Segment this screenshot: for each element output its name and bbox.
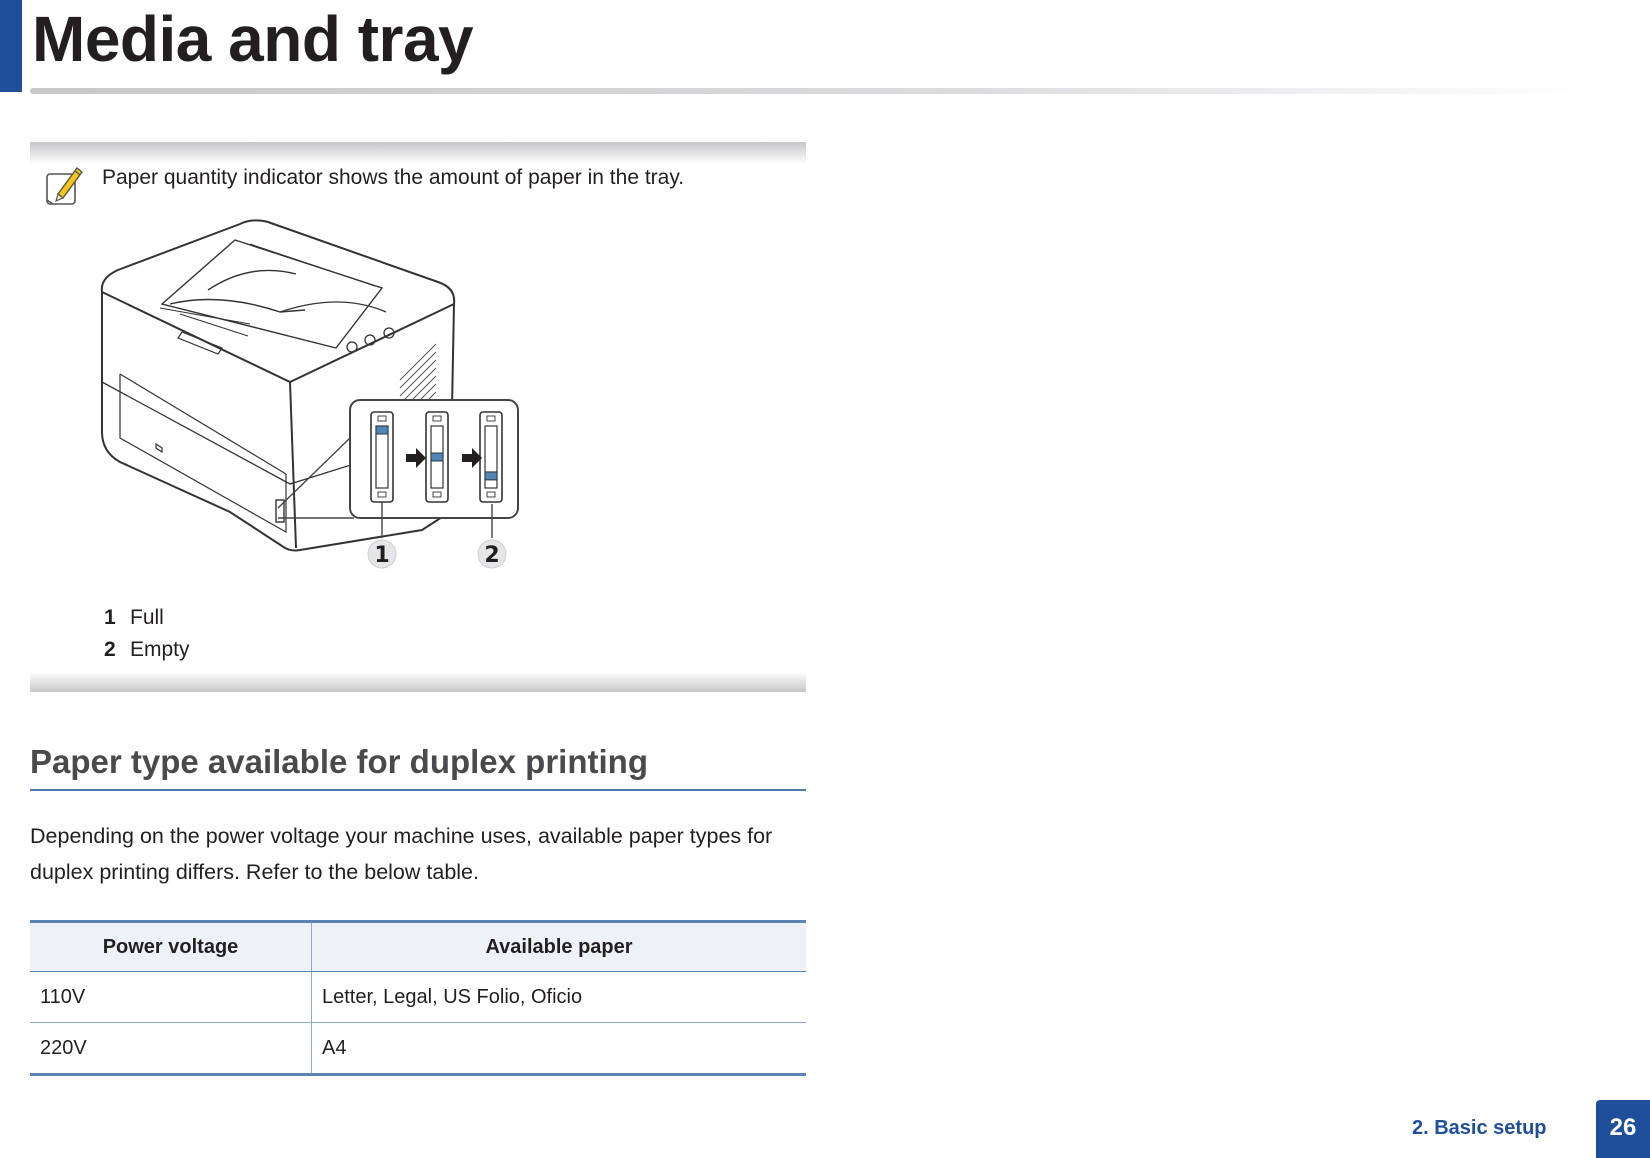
legend-item: [104, 634, 190, 666]
title-divider: [30, 88, 1590, 94]
legend-number: 2: [104, 638, 116, 661]
table-cell: 220V: [30, 1023, 312, 1075]
callout-2: 2: [484, 543, 500, 568]
callout-1: 1: [374, 543, 390, 568]
table-cell: Letter, Legal, US Folio, Oficio: [312, 972, 807, 1023]
legend-item: [104, 602, 190, 634]
note-text: Paper quantity indicator shows the amount of paper in the tray.: [102, 166, 685, 189]
table-header-cell: Power voltage: [30, 922, 312, 972]
gauge-slot: [376, 426, 388, 488]
gauge-level-marker: [485, 472, 497, 480]
body-paragraph: Depending on the power voltage your machine uses, available paper types for duplex printing differs. Refer to the below table.: [30, 824, 773, 884]
title-accent-bar: [0, 0, 22, 92]
table-cell: A4: [322, 1036, 347, 1059]
footer-chapter: 2. Basic setup: [1412, 1117, 1547, 1139]
paper-gauges: [371, 412, 502, 502]
table-header-row: [30, 922, 806, 972]
section-heading: Paper type available for duplex printing: [30, 743, 806, 791]
legend-label: Empty: [130, 638, 190, 661]
table-header-cell: Available paper: [312, 922, 807, 972]
note-bottom-border: [30, 672, 806, 692]
note-top-border: [30, 142, 806, 164]
page-number: 26: [1596, 1100, 1650, 1158]
table-row: [30, 972, 806, 1023]
page-title: Media and tray: [32, 3, 474, 75]
duplex-paper-table: [30, 920, 806, 1076]
note-pencil-icon: [44, 164, 84, 208]
gauge-level-marker: [376, 426, 388, 434]
table-row: [30, 1023, 806, 1075]
gauge-level-marker: [431, 453, 443, 461]
note-box: [30, 142, 806, 692]
legend-number: 1: [104, 606, 116, 629]
table-cell: 110V: [30, 972, 312, 1023]
legend-label: Full: [130, 606, 164, 629]
printer-figure: [100, 212, 560, 592]
figure-legend: [104, 602, 190, 666]
